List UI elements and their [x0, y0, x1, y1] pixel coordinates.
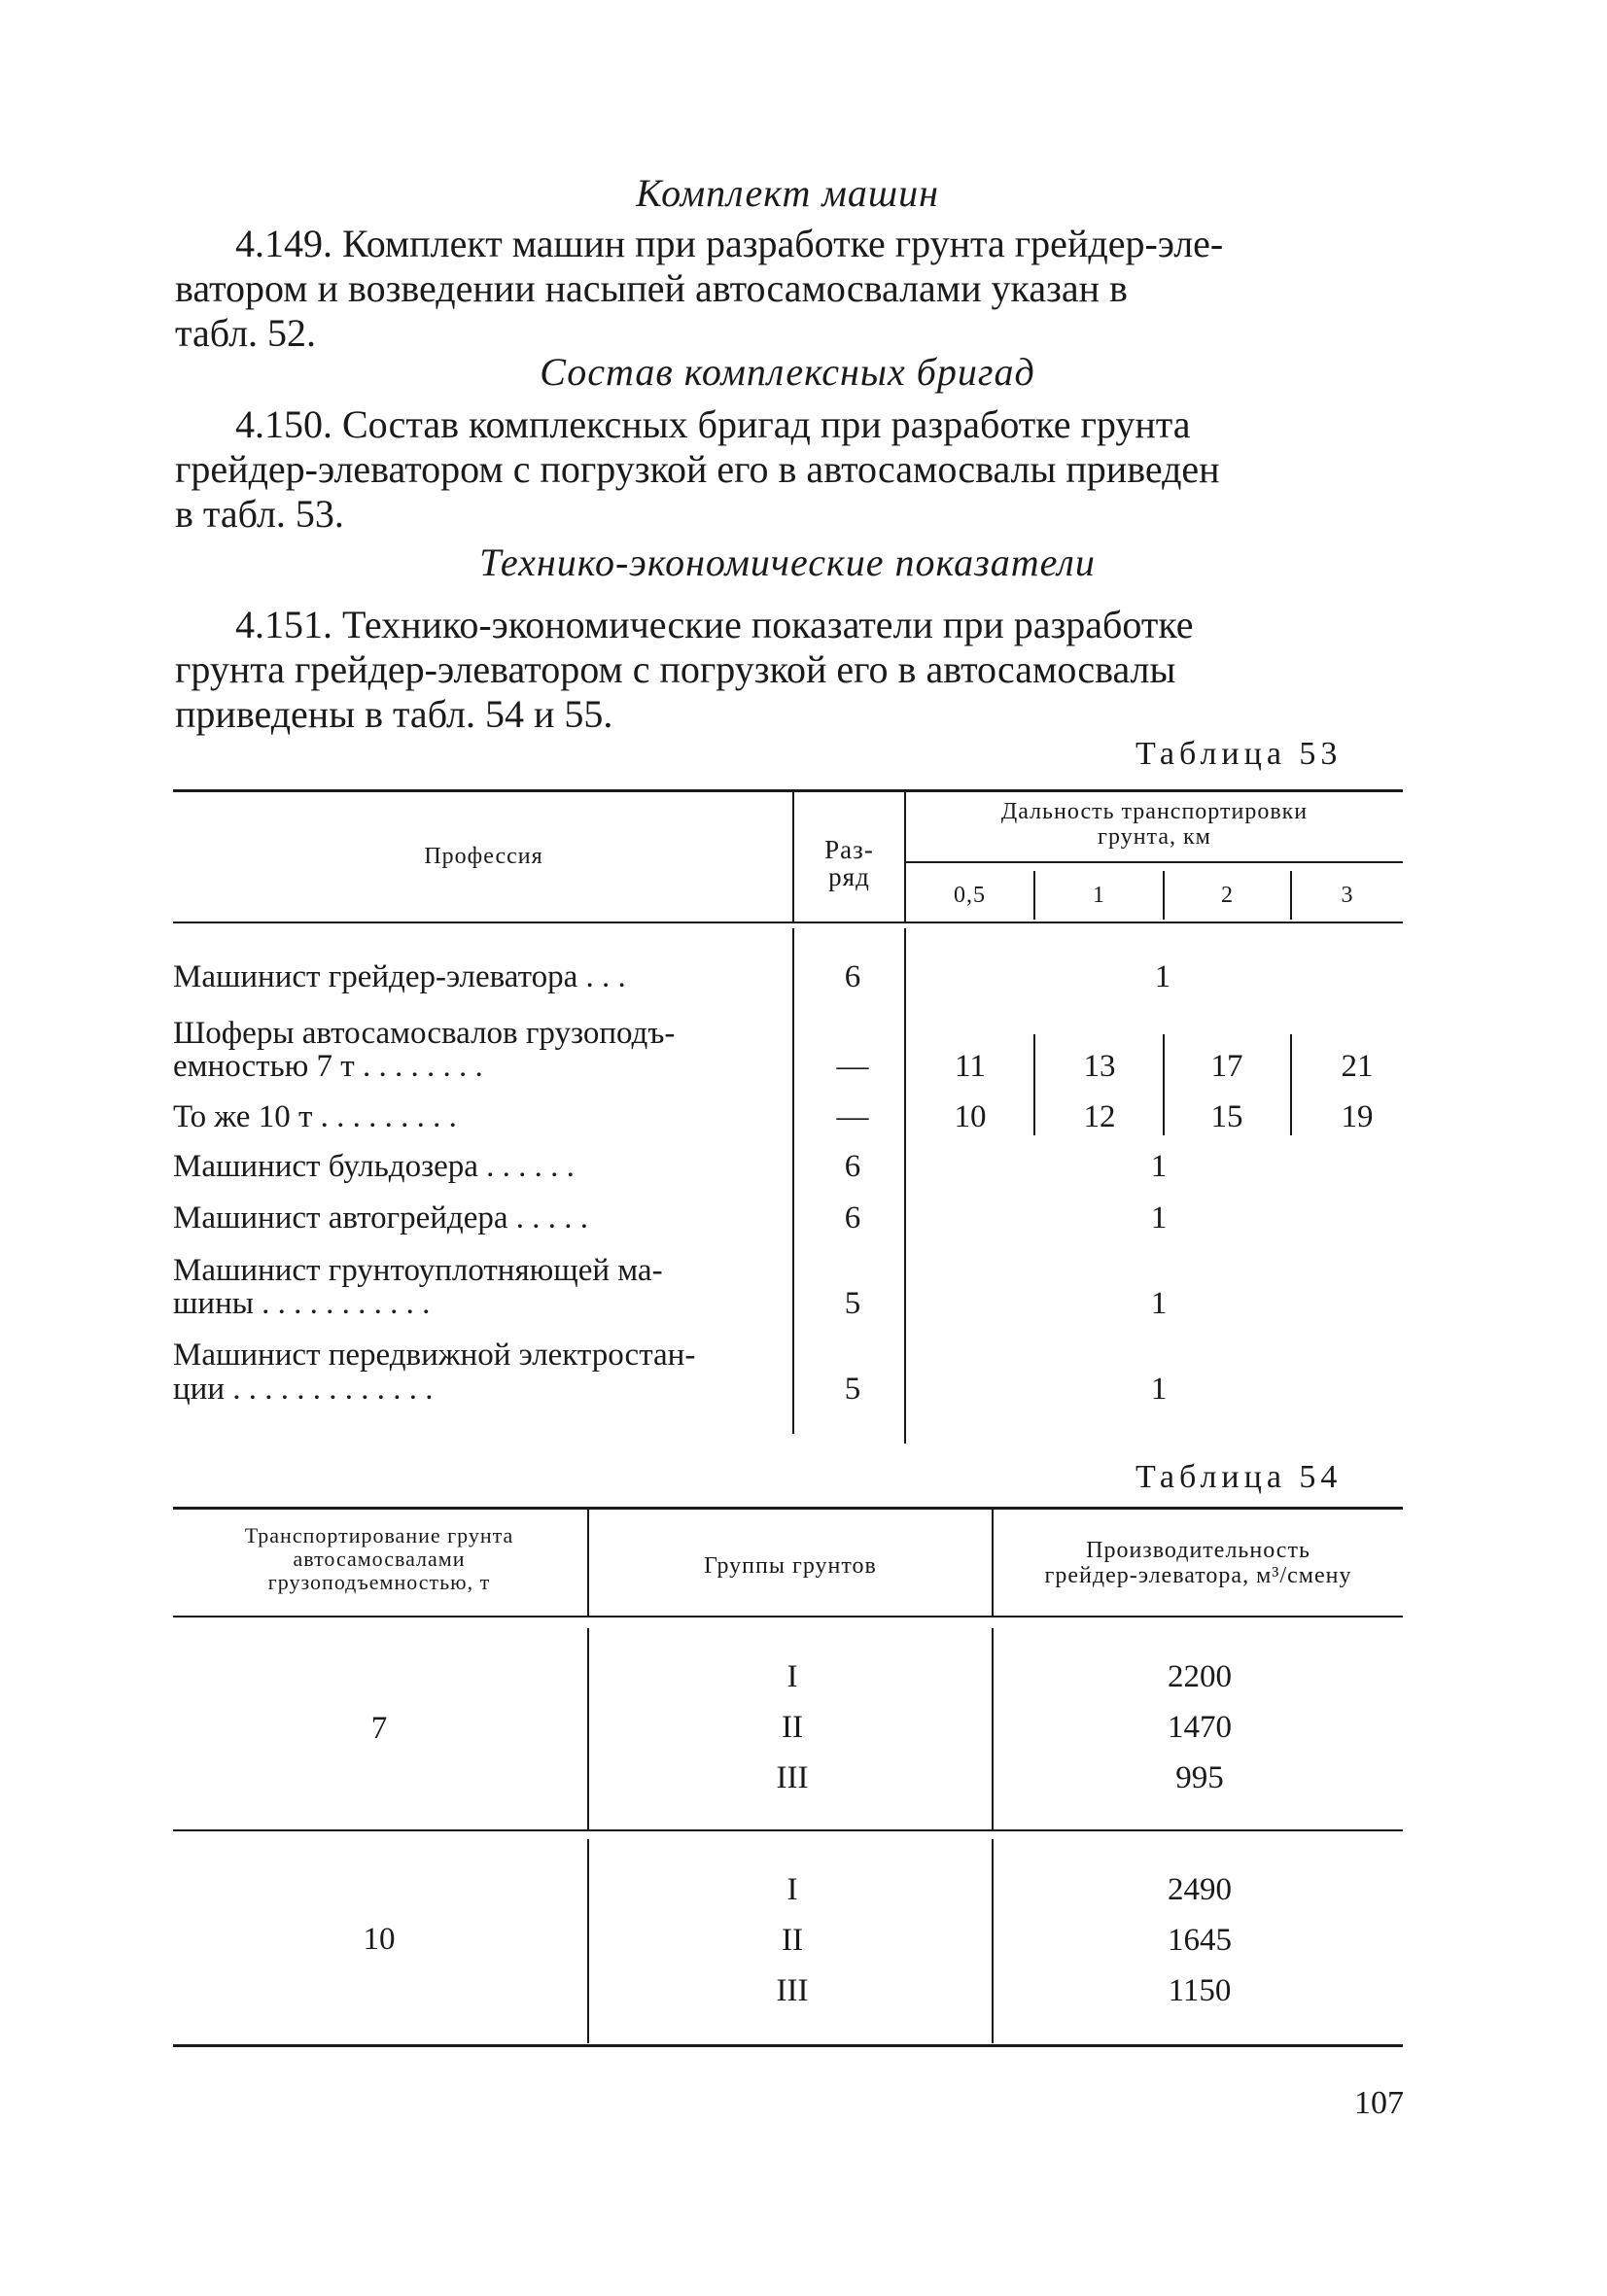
table-54-caption: Таблица 54: [1135, 1459, 1343, 1495]
productivity-value: 1470: [1168, 1710, 1232, 1745]
table-rule: [173, 1829, 1403, 1831]
paragraph-line: 4.150. Состав комплексных бригад при разработке грунта: [235, 402, 1191, 446]
table-rule: [1290, 1034, 1292, 1135]
crew-count: 13: [1083, 1049, 1116, 1084]
paragraph-line: грунта грейдер-элеватором с погрузкой его в автосамосвалы: [175, 647, 1176, 691]
crew-count: 10: [954, 1099, 987, 1134]
productivity-value: 995: [1175, 1760, 1224, 1795]
paragraph-4-149: [175, 222, 1400, 356]
table-rule: [173, 2044, 1403, 2047]
paragraph-line: в табл. 53.: [175, 492, 344, 536]
productivity-value: 1645: [1168, 1923, 1232, 1958]
productivity-value: 2200: [1168, 1659, 1232, 1694]
soil-group: III: [776, 1973, 809, 2008]
section-heading-machine-set: Комплект машин: [636, 171, 939, 215]
column-header-distance: [906, 799, 1403, 850]
capacity-value: 7: [370, 1711, 388, 1746]
table-rule: [992, 1628, 994, 1829]
table-row-label: Машинист бульдозера . . . . . .: [173, 1149, 575, 1184]
soil-group: I: [786, 1872, 798, 1907]
header-line: Производительность: [1086, 1538, 1310, 1563]
table-row-label: Машинист автогрейдера . . . . .: [173, 1200, 589, 1235]
table-row-label: Машинист грунтоуплотняющей ма-: [173, 1253, 663, 1288]
rank-value: 6: [844, 1149, 861, 1184]
distance-1: 1: [1093, 883, 1105, 908]
distance-0-5: 0,5: [954, 883, 986, 908]
table-rule: [792, 928, 794, 1434]
crew-count: 11: [955, 1049, 986, 1084]
table-row-label: ции . . . . . . . . . . . . .: [173, 1372, 434, 1407]
table-rule: [173, 789, 1403, 792]
rank-value: 6: [844, 1200, 861, 1235]
distance-2: 2: [1221, 883, 1234, 908]
paragraph-line: 4.151. Технико-экономические показатели при разработке: [235, 603, 1194, 646]
rank-value: —: [836, 1099, 869, 1134]
table-rule: [173, 1616, 1403, 1618]
table-rule: [587, 1839, 589, 2043]
table-row-label: емностью 7 т . . . . . . . .: [173, 1049, 483, 1084]
crew-count: 19: [1341, 1099, 1374, 1134]
header-line: автосамосвалами: [293, 1547, 466, 1571]
header-line: грунта, км: [1098, 824, 1211, 850]
soil-group: III: [776, 1760, 809, 1795]
rank-value: 5: [844, 1372, 861, 1407]
table-rule: [1033, 1034, 1035, 1135]
crew-count: 1: [1150, 1372, 1168, 1407]
header-line: грузоподъемностью, т: [267, 1570, 491, 1594]
section-heading-brigade: Состав комплексных бригад: [540, 350, 1035, 394]
paragraph-line: 4.149. Комплект машин при разработке грунта грейдер-эле-: [235, 222, 1224, 265]
paragraph-line: грейдер-элеватором с погрузкой его в автосамосвалы приведен: [175, 447, 1220, 491]
header-line: Транспортирование грунта: [244, 1523, 514, 1548]
column-header-transport: [175, 1524, 583, 1594]
table-row-label: То же 10 т . . . . . . . . .: [173, 1099, 457, 1134]
crew-count: 15: [1210, 1099, 1243, 1134]
crew-count: 17: [1210, 1049, 1243, 1084]
column-header-profession: Профессия: [424, 844, 543, 869]
paragraph-4-151: [175, 603, 1400, 737]
crew-count: 1: [1150, 1200, 1168, 1235]
crew-count: 1: [1154, 959, 1171, 994]
paragraph-line: приведены в табл. 54 и 55.: [175, 692, 613, 736]
capacity-value: 10: [363, 1922, 396, 1957]
header-line: грейдер-элеватора, м³/смену: [1044, 1563, 1352, 1588]
table-rule: [992, 1839, 994, 2043]
table-row-label: Шоферы автосамосвалов грузоподъ-: [173, 1016, 676, 1051]
table-rule: [904, 928, 906, 1444]
column-header-soil-groups: Группы грунтов: [704, 1553, 877, 1579]
crew-count: 1: [1150, 1286, 1168, 1321]
header-line: Дальность транспортировки: [1000, 799, 1309, 824]
paragraph-line: ватором и возведении насыпей автосамосвалами указан в: [175, 266, 1128, 310]
distance-3: 3: [1341, 883, 1354, 908]
rank-value: —: [836, 1049, 869, 1084]
paragraph-line: табл. 52.: [175, 311, 317, 355]
table-rule: [906, 861, 1403, 863]
header-line: ряд: [828, 862, 870, 891]
paragraph-4-150: [175, 402, 1400, 537]
soil-group: I: [786, 1659, 798, 1694]
soil-group: II: [782, 1710, 803, 1745]
crew-count: 12: [1083, 1099, 1116, 1134]
table-rule: [173, 922, 1403, 923]
section-heading-indicators: Технико-экономические показатели: [479, 540, 1096, 584]
table-row-label: Машинист передвижной электростан-: [173, 1338, 696, 1373]
soil-group: II: [782, 1923, 803, 1958]
column-header-productivity: [994, 1538, 1403, 1588]
table-row-label: Машинист грейдер-элеватора . . .: [173, 959, 626, 994]
table-rule: [587, 1628, 589, 1829]
crew-count: 1: [1150, 1149, 1168, 1184]
table-rule: [1163, 1034, 1165, 1135]
table-row-label: шины . . . . . . . . . . .: [173, 1286, 431, 1321]
column-header-rank: [794, 836, 904, 890]
crew-count: 21: [1341, 1049, 1374, 1084]
rank-value: 5: [844, 1286, 861, 1321]
productivity-value: 1150: [1168, 1973, 1232, 2008]
productivity-value: 2490: [1168, 1872, 1232, 1907]
header-line: Раз-: [824, 835, 874, 864]
page-number: 107: [1354, 2085, 1404, 2121]
rank-value: 6: [844, 959, 861, 994]
table-53-caption: Таблица 53: [1135, 736, 1343, 772]
table-rule: [173, 1507, 1403, 1510]
